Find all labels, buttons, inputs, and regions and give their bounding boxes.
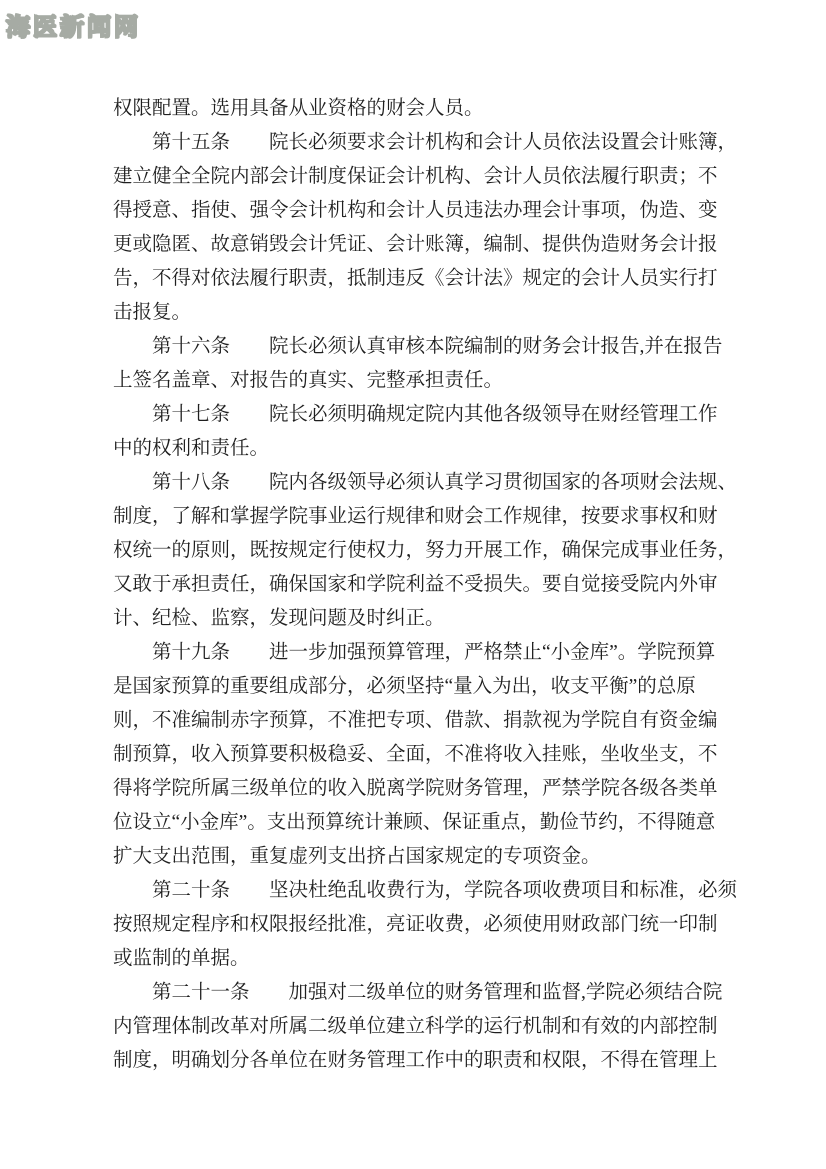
text-line: 第十七条 院长必须明确规定院内其他各级领导在财经管理工作 — [152, 404, 718, 425]
text-line: 计、纪检、监察，发现问题及时纠正。 — [113, 608, 445, 629]
site-watermark-logo: 海医新闻网 — [6, 13, 141, 41]
text-line: 内管理体制改革对所属二级单位建立科学的运行机制和有效的内部控制 — [113, 1016, 718, 1037]
text-line: 按照规定程序和权限报经批准，亮证收费，必须使用财政部门统一印制 — [113, 914, 718, 935]
text-line: 是国家预算的重要组成部分，必须坚持“量入为出，收支平衡”的总原 — [113, 676, 696, 697]
text-line: 建立健全全院内部会计制度保证会计机构、会计人员依法履行职责；不 — [113, 166, 718, 187]
text-line: 位设立“小金库”。支出预算统计兼顾、保证重点，勤俭节约，不得随意 — [113, 812, 716, 833]
text-line: 告，不得对依法履行职责，抵制违反《会计法》规定的会计人员实行打 — [113, 268, 718, 289]
text-line: 权统一的原则，既按规定行使权力，努力开展工作，确保完成事业任务， — [113, 540, 738, 561]
text-line: 第十六条 院长必须认真审核本院编制的财务会计报告,并在报告 — [152, 336, 723, 357]
text-line: 或监制的单据。 — [113, 948, 250, 969]
text-line: 中的权利和责任。 — [113, 438, 270, 459]
document-body — [113, 92, 738, 1078]
text-line: 制预算，收入预算要积极稳妥、全面，不准将收入挂账，坐收坐支，不 — [113, 744, 718, 765]
text-line: 第十九条 进一步加强预算管理，严格禁止“小金库”。学院预算 — [152, 642, 716, 663]
text-line: 得将学院所属三级单位的收入脱离学院财务管理，严禁学院各级各类单 — [113, 778, 718, 799]
text-line: 权限配置。选用具备从业资格的财会人员。 — [113, 98, 484, 119]
text-line: 第十五条 院长必须要求会计机构和会计人员依法设置会计账簿， — [152, 132, 738, 153]
text-line: 更或隐匿、故意销毁会计凭证、会计账簿，编制、提供伪造财务会计报 — [113, 234, 718, 255]
text-line: 又敢于承担责任，确保国家和学院利益不受损失。要自觉接受院内外审 — [113, 574, 718, 595]
text-line: 制度，明确划分各单位在财务管理工作中的职责和权限，不得在管理上 — [113, 1050, 718, 1071]
text-line: 上签名盖章、对报告的真实、完整承担责任。 — [113, 370, 504, 391]
text-line: 第二十一条 加强对二级单位的财务管理和监督,学院必须结合院 — [152, 982, 723, 1003]
text-line: 第十八条 院内各级领导必须认真学习贯彻国家的各项财会法规、 — [152, 472, 738, 493]
text-line: 则，不准编制赤字预算，不准把专项、借款、捐款视为学院自有资金编 — [113, 710, 718, 731]
text-line: 击报复。 — [113, 302, 192, 323]
text-line: 得授意、指使、强令会计机构和会计人员违法办理会计事项，伪造、变 — [113, 200, 718, 221]
text-line: 制度，了解和掌握学院事业运行规律和财会工作规律，按要求事权和财 — [113, 506, 718, 527]
text-line: 扩大支出范围，重复虚列支出挤占国家规定的专项资金。 — [113, 846, 601, 867]
text-line: 第二十条 坚决杜绝乱收费行为，学院各项收费项目和标准，必须 — [152, 880, 738, 901]
